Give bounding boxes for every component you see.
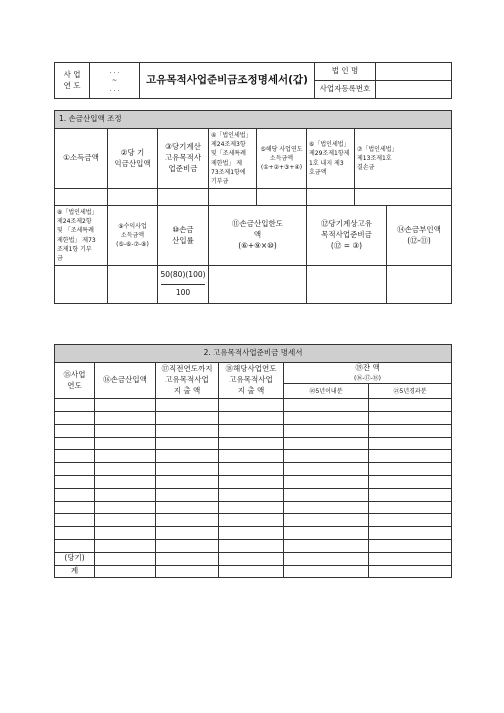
section1-title: 1. 손금산입액 조정 bbox=[55, 111, 452, 129]
val-income-amount[interactable] bbox=[55, 189, 108, 206]
table-row bbox=[55, 475, 452, 488]
form-title: 고유목적사업준비금조정명세서(갑) bbox=[140, 63, 315, 99]
table-row bbox=[55, 539, 452, 552]
val-nondeductible[interactable] bbox=[387, 266, 452, 304]
col-over-5yr: ㉑5년경과분 bbox=[369, 384, 452, 399]
col-within-5yr: ⑳5년이내분 bbox=[284, 384, 369, 399]
fraction-bar bbox=[161, 284, 205, 285]
corp-name-label: 법 인 명 bbox=[315, 63, 376, 81]
val-reserve-recorded[interactable] bbox=[307, 266, 387, 304]
table-row bbox=[55, 527, 452, 540]
col-current-reserve: ③당기계산 고유목적사 업준비금 bbox=[158, 129, 209, 189]
col-deducted-amount: ⑯손금산입액 bbox=[95, 363, 156, 399]
val-deficit[interactable] bbox=[355, 189, 452, 206]
col-art29-amount: ⑥「법인세법」 제29조제1항제 1호 내지 제3 호금액 bbox=[307, 129, 355, 189]
table-row bbox=[55, 488, 452, 501]
rate-numerator: 50(80)(100) bbox=[160, 270, 206, 280]
table-row bbox=[55, 437, 452, 450]
col-profit-income: ⑨수익사업 소득금액 (⑤-⑥-⑦-⑧) bbox=[108, 206, 158, 266]
val-profit-income[interactable] bbox=[108, 266, 158, 304]
header-table bbox=[54, 62, 452, 99]
col-balance bbox=[284, 363, 452, 384]
total-label: 계 bbox=[55, 565, 95, 578]
corp-name-field[interactable] bbox=[376, 63, 452, 81]
table-row bbox=[55, 501, 452, 514]
table-row bbox=[55, 424, 452, 437]
current-year-label: (당기) bbox=[55, 552, 95, 565]
val-year-income[interactable] bbox=[257, 189, 307, 206]
col-donation-24-3: ④「법인세법」 제24조제3항 및「조세특례 제한법」 제 73조제1항에 기부금 bbox=[209, 129, 257, 189]
val-current-reserve[interactable] bbox=[158, 189, 209, 206]
val-donation-24-3[interactable] bbox=[209, 189, 257, 206]
col-deduction-rate: ⑩손금 산입률 bbox=[158, 206, 209, 266]
table-row bbox=[55, 450, 452, 463]
section1-table bbox=[54, 110, 452, 304]
col-deduction-limit: ⑪손금산입한도 액 (⑥+⑨×⑩) bbox=[209, 206, 307, 266]
val-deduction-limit[interactable] bbox=[209, 266, 307, 304]
date-from: . . . bbox=[109, 67, 120, 75]
table-row-total bbox=[55, 565, 452, 578]
col-business-year: ⑮사업 연도 bbox=[55, 363, 95, 399]
col-deficit: ⑦「법인세법」 제13조제1호 결손금 bbox=[355, 129, 452, 189]
date-to: . . . bbox=[109, 86, 120, 94]
val-deduction-rate[interactable] bbox=[158, 266, 209, 304]
col-balance-formula: (⑯-⑰-⑱) bbox=[354, 374, 382, 382]
date-tilde: ~ bbox=[111, 76, 118, 84]
col-reserve-recorded: ⑫당기계상고유 목적사업준비금 (⑫ = ③) bbox=[307, 206, 387, 266]
business-year-label: 사 업 연 도 bbox=[55, 63, 90, 99]
col-year-income: ⑤해당 사업연도 소득금액 (①+②+③+④) bbox=[257, 129, 307, 189]
col-nondeductible: ⑭손금부인액 (⑫-⑪) bbox=[387, 206, 452, 266]
rate-denominator: 100 bbox=[175, 288, 191, 297]
business-year-dates[interactable] bbox=[90, 63, 140, 99]
col-donation-24-2: ⑧「법인세법」 제24조제2항 및 「조세특례 제한법」 제73 조제1항 기부 금 bbox=[55, 206, 108, 266]
col-curr-spent: ⑱해당사업연도 고유목적사업 지 출 액 bbox=[219, 363, 284, 399]
table-row bbox=[55, 514, 452, 527]
table-row bbox=[55, 411, 452, 424]
table-row-current bbox=[55, 552, 452, 565]
col-balance-label: ⑲잔 액 bbox=[355, 363, 380, 372]
val-current-gain[interactable] bbox=[108, 189, 158, 206]
biz-reg-label: 사업자등록번호 bbox=[315, 81, 376, 99]
col-prev-spent: ⑰직전연도까지 고유목적사업 지 출 액 bbox=[156, 363, 219, 399]
col-current-gain: ②당 기 익금산입액 bbox=[108, 129, 158, 189]
table-row bbox=[55, 463, 452, 476]
biz-reg-field[interactable] bbox=[376, 81, 452, 99]
table-row bbox=[55, 399, 452, 412]
section2-title: 2. 고유목적사업준비금 명세서 bbox=[55, 345, 452, 363]
val-art29-amount[interactable] bbox=[307, 189, 355, 206]
col-income-amount: ①소득금액 bbox=[55, 129, 108, 189]
val-donation-24-2[interactable] bbox=[55, 266, 108, 304]
section2-table bbox=[54, 344, 452, 578]
